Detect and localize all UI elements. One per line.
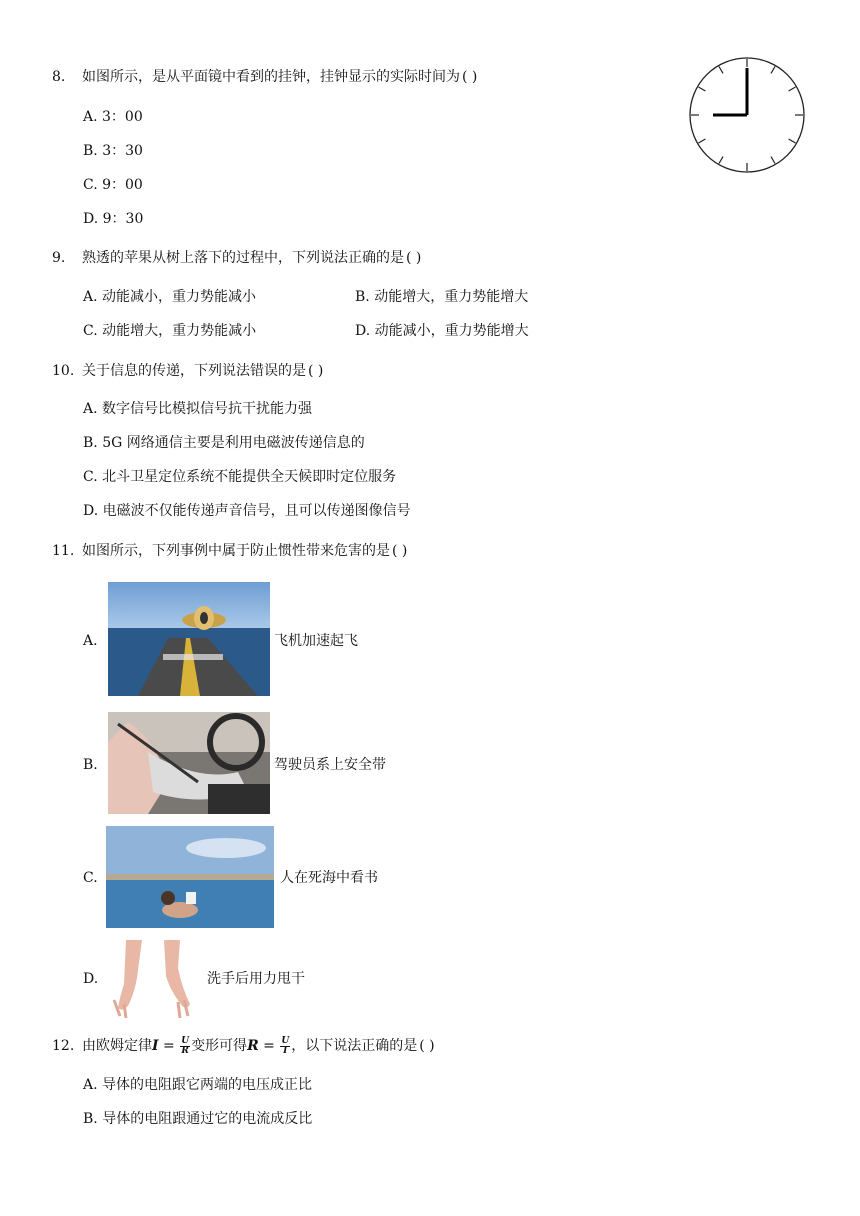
option-c: C. 9：00 (83, 177, 143, 193)
option-d-letter: D. (83, 971, 99, 987)
option-d: D. 动能减小，重力势能增大 (355, 323, 529, 339)
eq1-lhs: I (152, 1038, 159, 1054)
option-c-letter: C. (83, 870, 98, 886)
option-a: A. 导体的电阻跟它两端的电压成正比 (83, 1077, 313, 1093)
question-text: 如图所示，是从平面镜中看到的挂钟，挂钟显示的实际时间为 (82, 69, 460, 85)
option-c: C. 北斗卫星定位系统不能提供全天候即时定位服务 (83, 469, 397, 485)
question-number: 11. (52, 543, 75, 559)
airplane-takeoff-photo (108, 582, 270, 696)
option-b: B. 导体的电阻跟通过它的电流成反比 (83, 1111, 313, 1127)
mirror-clock-figure (688, 56, 806, 174)
question-8 (52, 67, 477, 87)
question-text: 关于信息的传递，下列说法错误的是 (82, 363, 306, 379)
option-c: C. 动能增大，重力势能减小 (83, 323, 257, 339)
option-d: D. 9：30 (83, 211, 144, 227)
answer-blank: ( ) (308, 363, 324, 379)
answer-blank: ( ) (462, 69, 478, 85)
option-b-caption: 驾驶员系上安全带 (274, 757, 386, 773)
eq1-fraction (180, 1037, 190, 1056)
option-b: B. 3：30 (83, 143, 143, 159)
dead-sea-reading-photo (106, 826, 274, 928)
eq1-numerator: U (181, 1035, 190, 1046)
answer-blank: ( ) (419, 1038, 435, 1054)
option-a-letter: A. (83, 633, 98, 649)
eq2-lhs: R (247, 1038, 259, 1054)
option-d: D. 电磁波不仅能传递声音信号，且可以传递图像信号 (83, 503, 411, 519)
question-11 (52, 541, 407, 561)
shaking-hands-photo (104, 940, 202, 1018)
question-number: 8. (52, 69, 66, 85)
option-a: A. 数字信号比模拟信号抗干扰能力强 (83, 401, 313, 417)
question-number: 10. (52, 363, 75, 379)
question-text: 熟透的苹果从树上落下的过程中，下列说法正确的是 (82, 250, 404, 266)
option-b-letter: B. (83, 757, 98, 773)
question-text: 如图所示，下列事例中属于防止惯性带来危害的是 (82, 543, 390, 559)
option-c-caption: 人在死海中看书 (280, 870, 378, 886)
question-number: 9. (52, 250, 66, 266)
option-a: A. 3：00 (83, 109, 143, 125)
question-text-post: ，以下说法正确的是 (291, 1038, 418, 1054)
question-9 (52, 248, 421, 268)
option-b: B. 5G 网络通信主要是利用电磁波传递信息的 (83, 435, 365, 451)
question-text-mid: 变形可得 (191, 1038, 248, 1054)
seatbelt-driver-photo (108, 712, 270, 814)
question-number: 12. (52, 1038, 75, 1054)
option-b: B. 动能增大，重力势能增大 (355, 289, 529, 305)
eq2-numerator: U (281, 1035, 290, 1046)
question-10 (52, 361, 323, 381)
question-text-pre: 由欧姆定律 (82, 1038, 152, 1054)
eq1-denominator: R (181, 1045, 189, 1056)
eq2-denominator: I (283, 1045, 288, 1056)
question-12: 12. 由欧姆定律I = $\frac{U}{R}$ 变形可得R = $\frac{U}{I}$ ，以下说法正确的是 ( ) (52, 1035, 435, 1056)
answer-blank: ( ) (392, 543, 408, 559)
answer-blank: ( ) (406, 250, 422, 266)
option-d-caption: 洗手后用力甩干 (207, 971, 305, 987)
option-a: A. 动能减小，重力势能减小 (83, 289, 257, 305)
option-a-caption: 飞机加速起飞 (274, 633, 358, 649)
eq2-fraction (280, 1037, 290, 1056)
